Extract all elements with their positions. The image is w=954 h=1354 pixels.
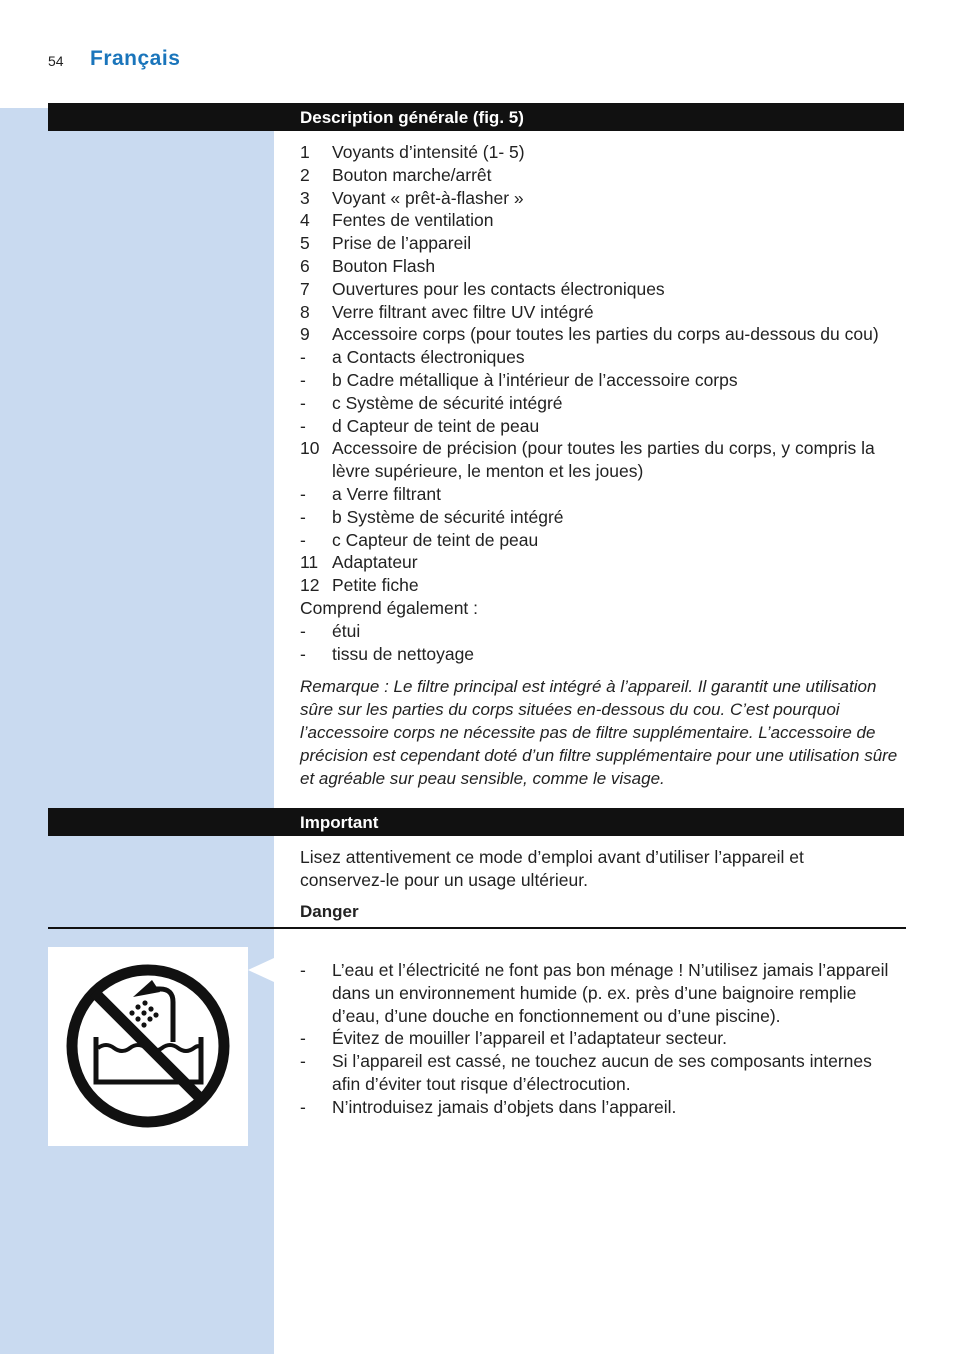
list-item-number: 7 [300, 278, 310, 299]
description-list [300, 141, 904, 597]
section-bar-description [48, 103, 904, 131]
danger-heading: Danger [300, 902, 359, 921]
list-item-number: - [300, 529, 306, 550]
list-item [300, 1096, 904, 1119]
list-item-number: 4 [300, 210, 310, 231]
list-item-text: Prise de l’appareil [332, 233, 472, 254]
list-item-number: 6 [300, 255, 310, 276]
list-item-number: - [300, 643, 306, 664]
warning-image [48, 947, 248, 1146]
list-item-text: Petite fiche [332, 575, 419, 596]
list-item-number: 9 [300, 324, 310, 345]
list-item [300, 232, 904, 255]
list-item [300, 551, 904, 574]
list-item [300, 959, 904, 1027]
list-item-text: Fentes de ventilation [332, 210, 494, 231]
list-item [300, 1050, 904, 1096]
note-text: Remarque : Le filtre principal est intégré à l’appareil. Il garantit une utilisation sûre sur les parties du corps situées en-dessous du cou. C’est pourquoi l’accessoire corps ne nécessite pas de filtre supplémentaire. L’accessoire de précision est cependant doté d’un filtre supplémentaire pour une utilisation sûre et agréable sur peau sensible, comme le visage. [300, 677, 898, 788]
page-number: 54 [48, 53, 64, 69]
list-item [300, 392, 904, 415]
list-item-number: 5 [300, 233, 310, 254]
section-title-description: Description générale (fig. 5) [300, 108, 524, 127]
list-item-text: N’introduisez jamais d’objets dans l’appareil. [332, 1096, 677, 1117]
list-item [300, 164, 904, 187]
list-item [300, 506, 904, 529]
list-item-text: Accessoire corps (pour toutes les parties du corps au-dessous du cou) [332, 324, 879, 345]
list-item-text: Si l’appareil est cassé, ne touchez aucun de ses composants internes afin d’éviter tout risque d’électrocution. [332, 1051, 872, 1094]
list-item [300, 415, 904, 438]
danger-list [300, 959, 904, 1119]
list-item-text: a Contacts électroniques [332, 347, 525, 368]
danger-content [300, 959, 904, 1119]
list-item-number: - [300, 483, 306, 504]
list-item-text: L’eau et l’électricité ne font pas bon ménage ! N’utilisez jamais l’appareil dans un environnement humide (p. ex. près d’une baignoire remplie d’eau, d’une douche en fonctionnement ou d’une piscine). [332, 960, 889, 1026]
list-item-number: - [300, 1028, 306, 1049]
sidebar-band [0, 108, 274, 1354]
important-intro: Lisez attentivement ce mode d’emploi avant d’utiliser l’appareil et conservez-le pour un usage ultérieur. [300, 847, 804, 890]
image-pointer [248, 958, 274, 982]
list-item-text: Bouton marche/arrêt [332, 164, 492, 185]
list-item-text: Évitez de mouiller l’appareil et l’adaptateur secteur. [332, 1028, 727, 1049]
list-item [300, 255, 904, 278]
description-content [300, 141, 904, 790]
list-item [300, 278, 904, 301]
list-item [300, 323, 904, 346]
list-item-number: - [300, 1051, 306, 1072]
list-item-number: - [300, 392, 306, 413]
list-item-text: b Système de sécurité intégré [332, 506, 564, 527]
list-item [300, 1027, 904, 1050]
list-item-text: étui [332, 620, 361, 641]
list-item-number: 8 [300, 301, 310, 322]
list-item [300, 187, 904, 210]
no-water-shower-icon [48, 947, 248, 1146]
list-item-text: Bouton Flash [332, 255, 436, 276]
list-item [300, 369, 904, 392]
also-included-label: Comprend également : [300, 597, 479, 618]
list-item [300, 437, 904, 483]
list-item-number: - [300, 347, 306, 368]
list-item-number: - [300, 960, 306, 980]
list-item [300, 529, 904, 552]
list-item-text: b Cadre métallique à l’intérieur de l’accessoire corps [332, 369, 738, 390]
list-item [300, 574, 904, 597]
list-item-number: - [300, 506, 306, 527]
list-item-text: tissu de nettoyage [332, 643, 475, 664]
list-item-number: 10 [300, 438, 320, 459]
language-heading: Français [90, 47, 181, 70]
list-item-text: Ouvertures pour les contacts électroniques [332, 278, 665, 299]
list-item-text: a Verre filtrant [332, 483, 441, 504]
list-item-text: c Système de sécurité intégré [332, 392, 563, 413]
list-item-number: - [300, 620, 306, 641]
list-item-number: - [300, 1096, 306, 1117]
danger-divider [48, 927, 906, 929]
list-item-text: Verre filtrant avec filtre UV intégré [332, 301, 594, 322]
list-item [300, 483, 904, 506]
list-item-text: Accessoire de précision (pour toutes les parties du corps, y compris la lèvre supérieure, le menton et les joues) [332, 438, 875, 482]
list-item [300, 643, 904, 666]
list-item-number: - [300, 415, 306, 436]
list-item-number: 12 [300, 575, 320, 596]
list-item-text: c Capteur de teint de peau [332, 529, 539, 550]
list-item-number: - [300, 369, 306, 390]
list-item [300, 209, 904, 232]
list-item [300, 301, 904, 324]
list-item-text: d Capteur de teint de peau [332, 415, 540, 436]
list-item-text: Voyant « prêt-à-flasher » [332, 187, 524, 208]
list-item-text: Voyants d’intensité (1- 5) [332, 142, 525, 162]
list-item-number: 2 [300, 164, 310, 185]
list-item [300, 620, 904, 643]
section-title-important: Important [300, 813, 379, 832]
list-item [300, 141, 904, 164]
list-item [300, 346, 904, 369]
section-bar-important [48, 808, 904, 836]
list-item-number: 11 [300, 552, 319, 573]
list-item-number: 3 [300, 187, 310, 208]
list-item-text: Adaptateur [332, 552, 418, 573]
list-item-number: 1 [300, 142, 310, 162]
also-included-list [300, 620, 904, 666]
